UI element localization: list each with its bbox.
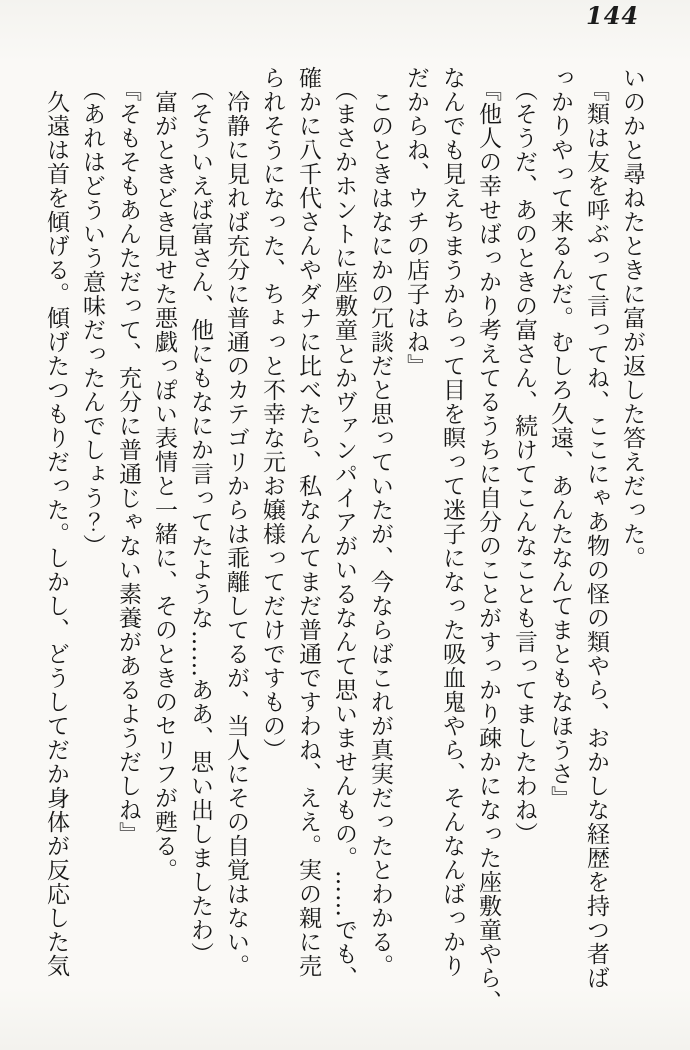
text-line: 『他人の幸せばっかり考えてるうちに自分のことがすっかり疎かになった座敷童やら、 (475, 78, 501, 1014)
text-line: （まさかホントに座敷童とかヴァンパイアがいるなんて思いませんもの。……でも、 (331, 78, 357, 990)
text-line: 富がときどき見せた悪戯っぽい表情と一緒に、そのときのセリフが甦る。 (151, 90, 177, 882)
text-line: （あれはどういう意味だったんでしょう？） (79, 78, 105, 558)
text-line: 久遠は首を傾げる。傾げたつもりだった。しかし、どうしてだか身体が反応した気 (43, 90, 69, 978)
text-line: このときはなにかの冗談だと思っていたが、今ならばこれが真実だったとわかる。 (367, 90, 393, 978)
text-line: られそうになった、ちょっと不幸な元お嬢様ってだけですもの） (259, 66, 285, 762)
text-line: （そうだ、あのときの富さん、続けてこんなことも言ってましたわね） (511, 78, 537, 846)
text-line: （そういえば富さん、他にもなにか言ってたような……ああ、思い出しましたわ） (187, 78, 213, 966)
text-line: っかりやって来るんだ。むしろ久遠、あんたなんてまともなほうさ』 (547, 66, 573, 810)
text-line: いのかと尋ねたときに富が返した答えだった。 (619, 66, 645, 570)
text-line: 『類は友を呼ぶって言ってね、ここにゃあ物の怪の類やら、おかしな経歴を持つ者ば (583, 78, 609, 990)
page-number: 144 (586, 1, 640, 30)
body-text (38, 66, 650, 1018)
text-line: だからね、ウチの店子はね』 (403, 66, 429, 378)
text-line: 『そもそもあんただって、充分に普通じゃない素養があるようだしね』 (115, 78, 141, 846)
text-line: なんでも見えちまうからって目を瞑って迷子になった吸血鬼やら、そんなんばっかり (439, 66, 465, 978)
text-line: 冷静に見れば充分に普通のカテゴリからは乖離してるが、当人にその自覚はない。 (223, 90, 249, 978)
text-line: 確かに八千代さんやダナに比べたら、私なんてまだ普通ですわね、ええ。実の親に売 (295, 66, 321, 978)
